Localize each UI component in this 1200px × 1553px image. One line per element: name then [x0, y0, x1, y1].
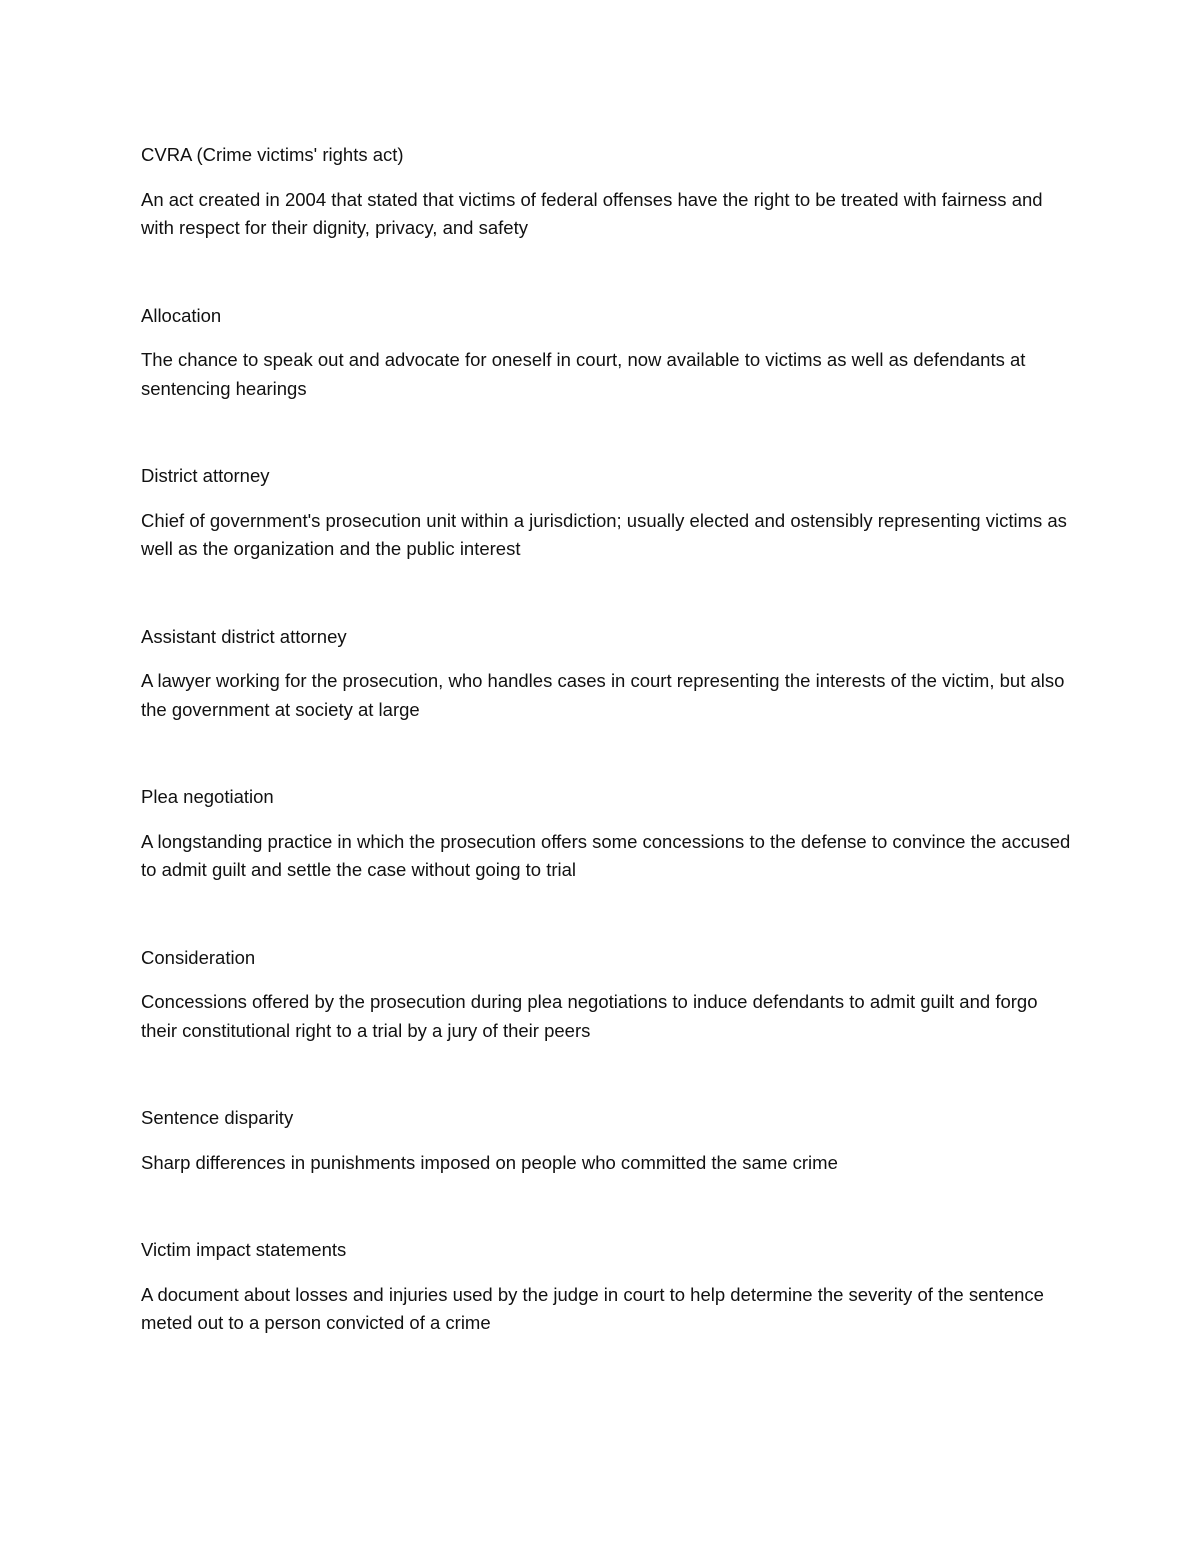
glossary-entry-district-attorney — [141, 462, 1071, 564]
document-body — [141, 141, 1071, 1397]
term-heading: Victim impact statements — [141, 1239, 347, 1260]
term-heading: CVRA (Crime victims' rights act) — [141, 144, 404, 165]
term-definition: A document about losses and injuries used by the judge in court to help determine the severity of the sentence meted out to a person convicted of a crime — [141, 1283, 1044, 1333]
term-definition: A lawyer working for the prosecution, who handles cases in court representing the interests of the victim, but also the government at society at large — [141, 670, 1065, 720]
term-definition: An act created in 2004 that stated that victims of federal offenses have the right to be treated with fairness and with respect for their dignity, privacy, and safety — [141, 188, 1043, 238]
term-definition: Concessions offered by the prosecution during plea negotiations to induce defendants to admit guilt and forgo their constitutional right to a trial by a jury of their peers — [141, 991, 1038, 1041]
glossary-entry-allocation — [141, 302, 1071, 404]
term-definition: Sharp differences in punishments imposed on people who committed the same crime — [141, 1151, 838, 1173]
glossary-entry-plea-negotiation — [141, 783, 1071, 885]
term-definition: Chief of government's prosecution unit within a jurisdiction; usually elected and ostensibly representing victims as well as the organization and the public interest — [141, 509, 1067, 559]
term-heading: Allocation — [141, 304, 222, 326]
term-heading: Consideration — [141, 946, 256, 968]
glossary-entry-sentence-disparity — [141, 1104, 1071, 1177]
term-heading: Sentence disparity — [141, 1107, 294, 1128]
glossary-entry-cvra — [141, 141, 1071, 243]
glossary-entry-consideration — [141, 944, 1071, 1046]
term-definition: A longstanding practice in which the prosecution offers some concessions to the defense to convince the accused to admit guilt and settle the case without going to trial — [141, 830, 1071, 880]
glossary-entry-assistant-district-attorney — [141, 623, 1071, 725]
term-heading: Plea negotiation — [141, 786, 274, 807]
glossary-entry-victim-impact-statements — [141, 1236, 1071, 1338]
term-heading: District attorney — [141, 465, 270, 486]
term-heading: Assistant district attorney — [141, 625, 347, 647]
term-definition: The chance to speak out and advocate for oneself in court, now available to victims as well as defendants at sentencing hearings — [141, 349, 1026, 399]
